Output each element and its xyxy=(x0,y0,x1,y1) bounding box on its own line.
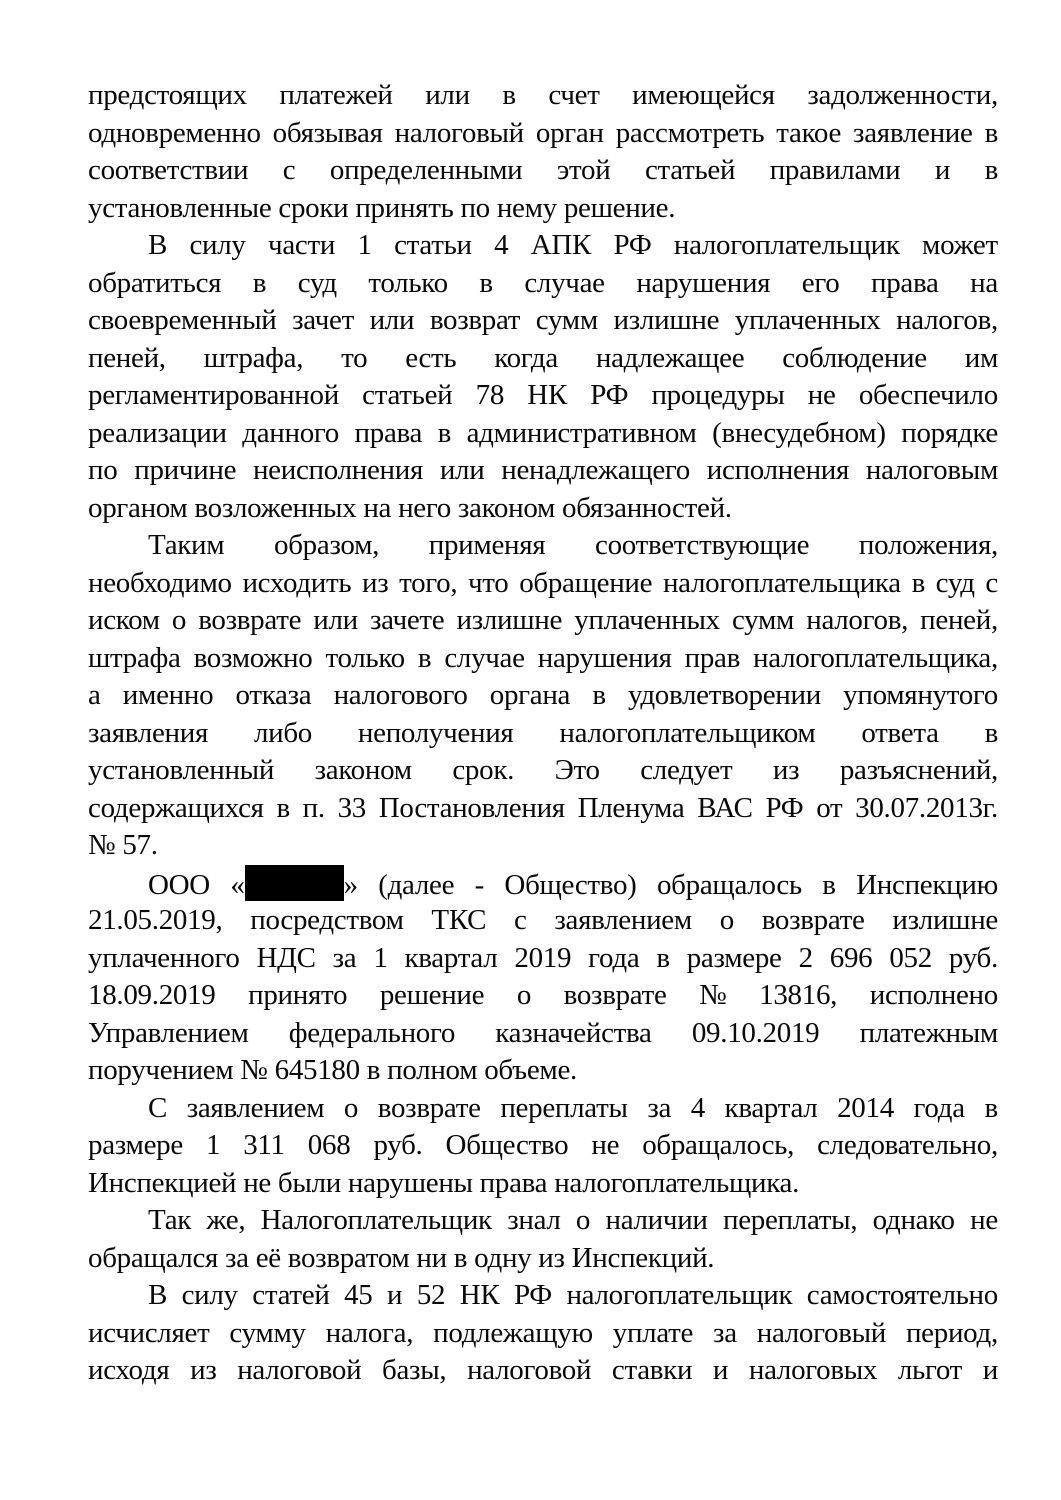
word: не xyxy=(591,1129,620,1161)
word: возврате xyxy=(761,904,865,936)
word: РФ xyxy=(613,229,652,261)
word: платежей xyxy=(279,79,393,111)
word: порядке xyxy=(901,416,998,449)
word: Инспекцию xyxy=(856,868,998,901)
word: силу xyxy=(189,229,246,261)
text-line xyxy=(88,1202,998,1240)
word: Так xyxy=(148,1204,192,1236)
word: то xyxy=(341,341,368,374)
word: от xyxy=(816,791,843,824)
word: в xyxy=(437,416,452,449)
word: (внесудебном) xyxy=(712,416,886,449)
text-line xyxy=(88,790,998,828)
word: части xyxy=(268,229,336,261)
word: орган xyxy=(535,116,604,149)
word: иском xyxy=(88,604,160,636)
word: налоговый xyxy=(394,116,524,149)
text-line: органом возложенных на него законом обязанностей. xyxy=(88,491,732,524)
word: своевременный xyxy=(88,304,277,336)
word: 311 xyxy=(243,1129,285,1161)
word: и xyxy=(387,1279,403,1311)
word: же, xyxy=(206,1204,246,1236)
word: на xyxy=(970,266,998,299)
word: отказа xyxy=(235,679,312,711)
word: прав xyxy=(684,641,741,674)
text-line xyxy=(88,1015,998,1053)
word: предстоящих xyxy=(88,79,247,111)
word: счет xyxy=(548,79,600,111)
text-line xyxy=(88,940,998,978)
word: в xyxy=(984,116,998,149)
word: применяя xyxy=(428,529,546,561)
word: обязывая xyxy=(272,116,383,149)
word: положения, xyxy=(858,529,998,561)
word: а xyxy=(88,679,101,711)
word: в xyxy=(984,154,998,186)
word: 4 xyxy=(494,229,509,261)
word: самостоятельно xyxy=(806,1279,998,1311)
word: № xyxy=(699,979,727,1011)
word: 1 xyxy=(373,941,388,974)
word: налоговый xyxy=(756,1316,887,1349)
word: имеющейся xyxy=(632,79,775,111)
word: удовлетворении xyxy=(627,679,821,711)
word: налогоплательщиком xyxy=(559,716,816,749)
word: не xyxy=(970,1204,998,1236)
word: о xyxy=(343,1091,359,1124)
text-line xyxy=(88,77,998,115)
word: упомянутого xyxy=(843,679,998,711)
word: о xyxy=(575,1204,591,1236)
word: или xyxy=(439,454,485,486)
word: зачете xyxy=(370,604,445,636)
word: заявление xyxy=(853,116,973,149)
text-line: № 57. xyxy=(88,829,158,861)
text-line xyxy=(88,1127,998,1165)
word: однако xyxy=(872,1204,955,1236)
word: федерального xyxy=(288,1016,456,1049)
paragraph xyxy=(88,227,998,527)
word: 1 xyxy=(357,229,372,261)
word: только xyxy=(368,266,448,299)
word: заявления xyxy=(88,716,208,749)
word: зачет xyxy=(292,304,354,336)
word: за xyxy=(332,941,357,974)
word: за xyxy=(647,1091,672,1124)
word: процедуры xyxy=(651,379,785,411)
word: не xyxy=(807,379,836,411)
word: когда xyxy=(494,341,558,374)
word: в xyxy=(592,679,606,711)
word: исполнено xyxy=(869,979,998,1011)
word: штрафа, xyxy=(203,341,304,374)
word: о xyxy=(719,904,734,936)
word: ООО xyxy=(148,868,210,901)
document-text xyxy=(88,77,998,1390)
word: казначейства xyxy=(495,1016,652,1049)
word: соблюдение xyxy=(782,341,927,374)
paragraph xyxy=(88,1202,998,1277)
text-line xyxy=(88,302,998,340)
word: Общество xyxy=(445,1129,569,1161)
word: в xyxy=(252,266,267,299)
word: НДС xyxy=(256,941,316,974)
word: 78 xyxy=(475,379,505,411)
word: 30.07.2013г. xyxy=(855,791,998,824)
word: случае xyxy=(524,266,605,299)
word: С xyxy=(148,1091,168,1124)
word: возврате xyxy=(377,1091,481,1124)
word: ставки xyxy=(611,1354,693,1386)
text-line xyxy=(88,1315,998,1353)
word: Управлением xyxy=(88,1016,249,1049)
paragraph xyxy=(88,1277,998,1390)
word: заявлением xyxy=(186,1091,325,1124)
word: в xyxy=(656,941,670,974)
word: и xyxy=(712,1354,729,1386)
word: В xyxy=(148,229,168,261)
text-line xyxy=(88,752,998,790)
word: обращалось, xyxy=(642,1129,795,1161)
word: только xyxy=(325,641,405,674)
word: 1 xyxy=(205,1129,221,1161)
word: есть xyxy=(405,341,457,374)
word: права xyxy=(871,266,939,299)
word: посредством xyxy=(250,904,404,936)
word: излишне xyxy=(456,604,563,636)
word: налоговых xyxy=(748,1354,878,1386)
word: уплаченного xyxy=(88,941,240,974)
word: налогоплательщика, xyxy=(753,641,998,674)
word: налогов, xyxy=(806,604,909,636)
word: - xyxy=(474,868,484,901)
word: базы, xyxy=(382,1354,447,1386)
word: налоговой xyxy=(467,1354,592,1386)
word: НК xyxy=(459,1279,500,1311)
word: 13816, xyxy=(759,979,838,1011)
text-line: Инспекцией не были нарушены права налогоплательщика. xyxy=(88,1166,800,1199)
word: именно xyxy=(122,679,214,711)
word: квартал xyxy=(404,941,498,974)
word: образом, xyxy=(274,529,380,561)
word: возможно xyxy=(193,641,313,674)
word: 33 xyxy=(337,791,366,824)
word: налоговым xyxy=(865,454,998,486)
paragraph xyxy=(88,77,998,227)
word: суд xyxy=(297,266,337,299)
word: сумм xyxy=(535,304,598,336)
paragraph xyxy=(88,865,998,1090)
word: 2014 xyxy=(837,1091,894,1124)
word: исходить xyxy=(242,566,352,599)
word: руб. xyxy=(373,1129,423,1161)
word: налога, xyxy=(325,1316,414,1349)
text-line xyxy=(88,415,998,453)
word: статьей xyxy=(362,379,453,411)
word: штрафа xyxy=(88,641,181,674)
word: по xyxy=(88,454,118,486)
word: Пленума xyxy=(577,791,685,824)
word: рассмотреть xyxy=(615,116,765,149)
word: (далее xyxy=(378,868,455,901)
word: реализации xyxy=(88,416,227,449)
word: 2 xyxy=(798,941,813,974)
word: нарушения xyxy=(537,641,672,674)
word: этой xyxy=(556,154,611,186)
word: 696 xyxy=(829,941,873,974)
word: возврате xyxy=(198,604,302,636)
word: налогоплательщик xyxy=(566,1279,793,1311)
word: из xyxy=(361,566,389,599)
word: обращение xyxy=(519,566,653,599)
word: ответа xyxy=(861,716,939,749)
word: в xyxy=(911,566,925,599)
word: в xyxy=(984,716,998,749)
text-line xyxy=(88,602,998,640)
word: размере xyxy=(686,941,782,974)
word: статей xyxy=(252,1279,330,1311)
word: содержащихся xyxy=(88,791,264,824)
word: или xyxy=(425,79,470,111)
word: переплаты, xyxy=(722,1204,858,1236)
word: либо xyxy=(253,716,312,749)
word: с xyxy=(282,154,296,186)
word: статьей xyxy=(644,154,736,186)
word: о xyxy=(516,979,532,1011)
word: о xyxy=(171,604,187,636)
word: административном xyxy=(466,416,697,449)
word: Налогоплательщик xyxy=(260,1204,492,1236)
word: за xyxy=(713,1316,737,1349)
text-line xyxy=(88,377,998,415)
word: исчисляет xyxy=(88,1316,210,1349)
word: возврате xyxy=(563,979,667,1011)
word: одновременно xyxy=(88,116,261,149)
word: его xyxy=(801,266,840,299)
word: данного xyxy=(242,416,340,449)
word: в xyxy=(984,1091,998,1124)
word: заявлением xyxy=(554,904,692,936)
word: переплаты xyxy=(500,1091,628,1124)
word: 52 xyxy=(416,1279,446,1311)
word: разъяснений, xyxy=(839,754,998,786)
text-line xyxy=(88,677,998,715)
word: РФ xyxy=(590,379,629,411)
word: определенными xyxy=(329,154,523,186)
word: или xyxy=(369,304,415,336)
word: пеней, xyxy=(88,341,166,374)
word: 4 xyxy=(690,1091,705,1124)
word: сумм xyxy=(731,604,795,636)
word: нарушения xyxy=(636,266,771,299)
word: обращалось xyxy=(656,868,802,901)
word: Таким xyxy=(148,529,225,561)
word: случае xyxy=(444,641,525,674)
word: такое xyxy=(776,116,842,149)
word: года xyxy=(913,1091,965,1124)
text-line xyxy=(88,715,998,753)
word: с xyxy=(513,904,527,936)
word: и xyxy=(982,1354,998,1386)
word: следовательно, xyxy=(817,1129,998,1161)
word: Постановления xyxy=(378,791,565,824)
word: платежным xyxy=(859,1016,998,1049)
text-line xyxy=(88,902,998,940)
word: налогоплательщик xyxy=(673,229,900,261)
word: срок. xyxy=(452,754,515,786)
text-line xyxy=(88,865,998,903)
word: налогового xyxy=(333,679,468,711)
word: статьи xyxy=(394,229,472,261)
word: года xyxy=(588,941,640,974)
word: законом xyxy=(314,754,412,786)
word: установленный xyxy=(88,754,275,786)
word: исполнения xyxy=(706,454,850,486)
word: п. xyxy=(302,791,325,824)
word: излишне xyxy=(613,304,720,336)
word: наличии xyxy=(605,1204,708,1236)
word: 21.05.2019, xyxy=(88,904,223,936)
word: « » xyxy=(230,865,357,905)
word: с xyxy=(985,566,998,599)
word: 2019 xyxy=(514,941,572,974)
word: того, xyxy=(399,566,458,599)
word: в xyxy=(822,868,836,901)
word: что xyxy=(468,566,509,599)
word: АПК xyxy=(530,229,592,261)
word: может xyxy=(922,229,998,261)
word: налогоплательщика xyxy=(662,566,901,599)
word: обеспечило xyxy=(858,379,998,411)
word: налогов, xyxy=(896,304,998,336)
word: ненадлежащего xyxy=(501,454,690,486)
word: соответствующие xyxy=(595,529,810,561)
word: в xyxy=(276,791,290,824)
word: 052 xyxy=(889,941,932,974)
text-line xyxy=(88,1352,998,1390)
word: Это xyxy=(554,754,600,786)
word: ТКС xyxy=(431,904,487,936)
text-line: обращался за её возвратом ни в одну из Инспекций. xyxy=(88,1241,715,1274)
word: налоговой xyxy=(237,1354,362,1386)
word: уплаченных xyxy=(574,604,720,636)
word: им xyxy=(964,341,998,374)
word: решение xyxy=(379,979,485,1011)
word: пеней, xyxy=(920,604,998,636)
text-line xyxy=(88,152,998,190)
word: надлежащее xyxy=(595,341,745,374)
text-line xyxy=(88,1277,998,1315)
word: Общество) xyxy=(504,868,637,901)
text-line xyxy=(88,1090,998,1128)
word: квартал xyxy=(724,1091,818,1124)
word: знал xyxy=(507,1204,561,1236)
word: 45 xyxy=(344,1279,373,1311)
word: и xyxy=(934,154,951,186)
word: принято xyxy=(248,979,348,1011)
word: из xyxy=(190,1354,217,1386)
word: размере xyxy=(88,1129,183,1161)
word: РФ xyxy=(765,791,804,824)
text-line: поручением № 645180 в полном объеме. xyxy=(88,1054,577,1086)
word: регламентированной xyxy=(88,379,339,411)
text-line: установленные сроки принять по нему решение. xyxy=(88,191,676,224)
word: причине xyxy=(134,454,237,486)
text-line xyxy=(88,565,998,603)
word: соответствии xyxy=(88,154,249,186)
word: силу xyxy=(181,1279,238,1311)
word: исходя xyxy=(88,1354,170,1386)
word: льгот xyxy=(897,1354,963,1386)
word: 18.09.2019 xyxy=(88,979,216,1011)
word: 09.10.2019 xyxy=(691,1016,820,1049)
word: из xyxy=(772,754,800,786)
paragraph xyxy=(88,1090,998,1203)
word: В xyxy=(148,1279,168,1311)
redaction-box xyxy=(245,865,344,901)
word: неполучения xyxy=(357,716,514,749)
word: НК xyxy=(527,379,567,411)
word: ВАС xyxy=(697,791,753,824)
word: период, xyxy=(905,1316,998,1349)
word: или xyxy=(313,604,358,636)
text-line xyxy=(88,340,998,378)
word: следует xyxy=(640,754,733,786)
word: обратиться xyxy=(88,266,222,299)
text-line xyxy=(88,265,998,303)
text-line xyxy=(88,640,998,678)
word: в xyxy=(417,641,432,674)
word: неисполнения xyxy=(252,454,424,486)
word: правилами xyxy=(769,154,901,186)
word: руб. xyxy=(948,941,998,974)
word: излишне xyxy=(892,904,998,936)
word: в xyxy=(502,79,516,111)
word: необходимо xyxy=(88,566,232,599)
word: сумму xyxy=(229,1316,306,1349)
word: в xyxy=(479,266,493,299)
word: возврат xyxy=(429,304,521,336)
text-line xyxy=(88,452,998,490)
text-line xyxy=(88,115,998,153)
word: суд xyxy=(935,566,975,599)
word: органа xyxy=(489,679,571,711)
text-line xyxy=(88,977,998,1015)
paragraph xyxy=(88,527,998,865)
word: РФ xyxy=(513,1279,552,1311)
word: 068 xyxy=(307,1129,351,1161)
text-line xyxy=(88,527,998,565)
text-line xyxy=(88,227,998,265)
word: задолженности, xyxy=(807,79,998,111)
word: подлежащую xyxy=(433,1316,593,1349)
word: уплате xyxy=(612,1316,694,1349)
word: уплаченных xyxy=(734,304,881,336)
word: права xyxy=(354,416,423,449)
